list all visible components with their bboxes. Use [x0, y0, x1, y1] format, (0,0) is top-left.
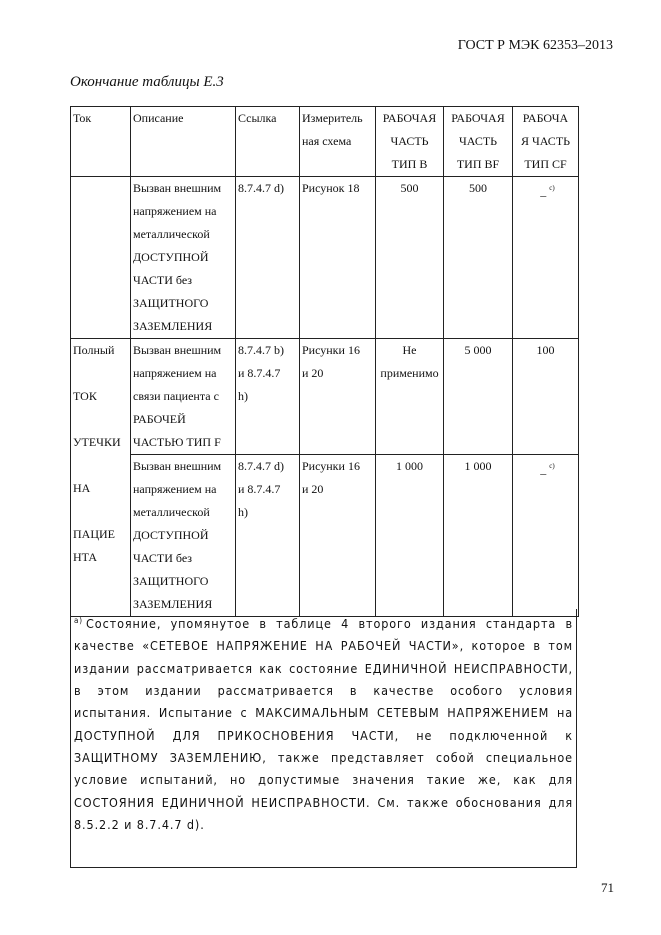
row3-type-cf: [513, 455, 579, 617]
current-cell-empty: [71, 177, 131, 339]
row3-type-cf-value: _: [540, 462, 547, 476]
row2-type-b-line: применимо: [380, 366, 439, 380]
header-type-bf-line: РАБОЧАЯ: [451, 111, 505, 125]
row3-circuit-line: Рисунки 16: [302, 459, 360, 473]
header-type-bf-line: ТИП BF: [456, 157, 500, 171]
row1-type-b: 500: [376, 177, 444, 339]
row1-description-line: металлической: [133, 227, 210, 241]
group-label-line: Полный: [73, 343, 115, 357]
row3-description-line: ЧАСТИ без: [133, 551, 193, 565]
row1-description-line: ЧАСТИ без: [133, 273, 193, 287]
row3-description-line: ДОСТУПНОЙ: [133, 528, 209, 542]
row2-description-line: связи пациента с: [133, 389, 219, 403]
row3-description-line: напряжением на: [133, 482, 217, 496]
header-circuit-line: Измеритель: [302, 111, 363, 125]
row3-description: [131, 455, 236, 617]
footnote-marker: a): [74, 616, 84, 625]
leakage-current-table: [70, 106, 579, 617]
footnote-text-block: [71, 609, 576, 836]
table-row: [71, 177, 579, 339]
row1-circuit: Рисунок 18: [300, 177, 376, 339]
table-caption: Окончание таблицы Е.3: [70, 74, 224, 90]
header-description: Описание: [131, 107, 236, 177]
group-label-line: [73, 500, 128, 523]
row2-description-line: напряжением на: [133, 366, 217, 380]
header-type-b-line: РАБОЧАЯ: [382, 111, 437, 125]
header-type-cf: [513, 107, 579, 177]
row1-description-line: ЗАЩИТНОГО: [133, 296, 209, 310]
row1-description-line: напряжением на: [133, 204, 217, 218]
current-group-label: [71, 339, 131, 617]
row3-type-bf: 1 000: [444, 455, 513, 617]
row2-reference: [236, 339, 300, 455]
header-type-b-line: ТИП B: [391, 157, 428, 171]
row3-reference-line: и 8.7.4.7: [238, 482, 281, 496]
group-label-line: ТОК: [73, 389, 97, 403]
table-row: [71, 455, 579, 617]
header-current: Ток: [71, 107, 131, 177]
footnote-ref-c: c): [549, 184, 555, 192]
row2-reference-line: h): [238, 389, 248, 403]
row3-reference: [236, 455, 300, 617]
page-number: 71: [601, 880, 614, 895]
row2-description: [131, 339, 236, 455]
row1-type-cf-value: _: [540, 184, 547, 198]
row2-type-b: [376, 339, 444, 455]
row1-description-line: ЗАЗЕМЛЕНИЯ: [133, 319, 213, 333]
row2-description-line: Вызван внешним: [133, 343, 222, 357]
header-type-b: [376, 107, 444, 177]
table-row: [71, 339, 579, 455]
header-type-bf-line: ЧАСТЬ: [458, 134, 498, 148]
row3-circuit: [300, 455, 376, 617]
row2-description-line: ЧАСТЬЮ ТИП F: [133, 435, 221, 449]
row1-reference: 8.7.4.7 d): [236, 177, 300, 339]
group-label-line: НТА: [73, 550, 98, 564]
header-type-cf-line: РАБОЧА: [522, 111, 569, 125]
row1-type-cf: [513, 177, 579, 339]
group-label-line: УТЕЧКИ: [73, 435, 121, 449]
document-header: ГОСТ Р МЭК 62353–2013: [457, 38, 613, 53]
footnote-ref-c: c): [549, 462, 555, 470]
row2-reference-line: 8.7.4.7 b): [238, 343, 284, 357]
group-label-line: [73, 408, 128, 431]
group-label-line: НА: [73, 481, 91, 495]
header-type-cf-line: Я ЧАСТЬ: [520, 134, 571, 148]
header-type-cf-line: ТИП CF: [524, 157, 567, 171]
row3-reference-line: 8.7.4.7 d): [238, 459, 284, 473]
row3-circuit-line: и 20: [302, 482, 324, 496]
row3-description-line: ЗАЗЕМЛЕНИЯ: [133, 597, 213, 611]
footnote-text: Состояние, упомянутое в таблице 4 второго издания стандарта в качестве «СЕТЕВОЕ НАПРЯЖЕНИЕ НА РАБОЧЕЙ ЧАСТИ», которое в том издании рассматривается как состояние ЕДИНИЧНОЙ НЕИСПРАВНОСТИ, в этом издании рассматривается в качестве особого условия испытания. Испытание с МАКСИМАЛЬНЫМ СЕТЕВЫМ НАПРЯЖЕНИЕМ на ДОСТУПНОЙ ДЛЯ ПРИКОСНОВЕНИЯ ЧАСТИ, не подключенной к ЗАЩИТНОМУ ЗАЗЕМЛЕНИЮ, также представляет собой специальное условие испытаний, но допустимые значения такие же, как для СОСТОЯНИЯ ЕДИНИЧНОЙ НЕИСПРАВНОСТИ. См. также обоснования для 8.5.2.2 и 8.7.4.7 d).: [74, 616, 573, 832]
group-label-line: [73, 362, 128, 385]
row1-description-line: Вызван внешним: [133, 181, 222, 195]
row2-circuit-line: Рисунки 16: [302, 343, 360, 357]
header-circuit: [300, 107, 376, 177]
group-label-line: [73, 454, 128, 477]
group-label-line: ПАЦИЕ: [73, 527, 115, 541]
row2-type-cf: 100: [513, 339, 579, 455]
header-type-bf: [444, 107, 513, 177]
row3-reference-line: h): [238, 505, 248, 519]
row2-description-line: РАБОЧЕЙ: [133, 412, 186, 426]
row1-description: [131, 177, 236, 339]
table-footnote-box: [70, 609, 577, 868]
header-type-b-line: ЧАСТЬ: [390, 134, 429, 148]
row2-circuit: [300, 339, 376, 455]
row3-description-line: металлической: [133, 505, 210, 519]
row2-type-b-line: Не: [402, 343, 417, 357]
row2-reference-line: и 8.7.4.7: [238, 366, 281, 380]
header-circuit-line: ная схема: [302, 134, 352, 148]
row3-type-b: 1 000: [376, 455, 444, 617]
row2-circuit-line: и 20: [302, 366, 324, 380]
row2-type-bf: 5 000: [444, 339, 513, 455]
row1-type-bf: 500: [444, 177, 513, 339]
header-row: [71, 107, 579, 177]
row3-description-line: ЗАЩИТНОГО: [133, 574, 209, 588]
row3-description-line: Вызван внешним: [133, 459, 222, 473]
header-reference: Ссылка: [236, 107, 300, 177]
row1-description-line: ДОСТУПНОЙ: [133, 250, 209, 264]
